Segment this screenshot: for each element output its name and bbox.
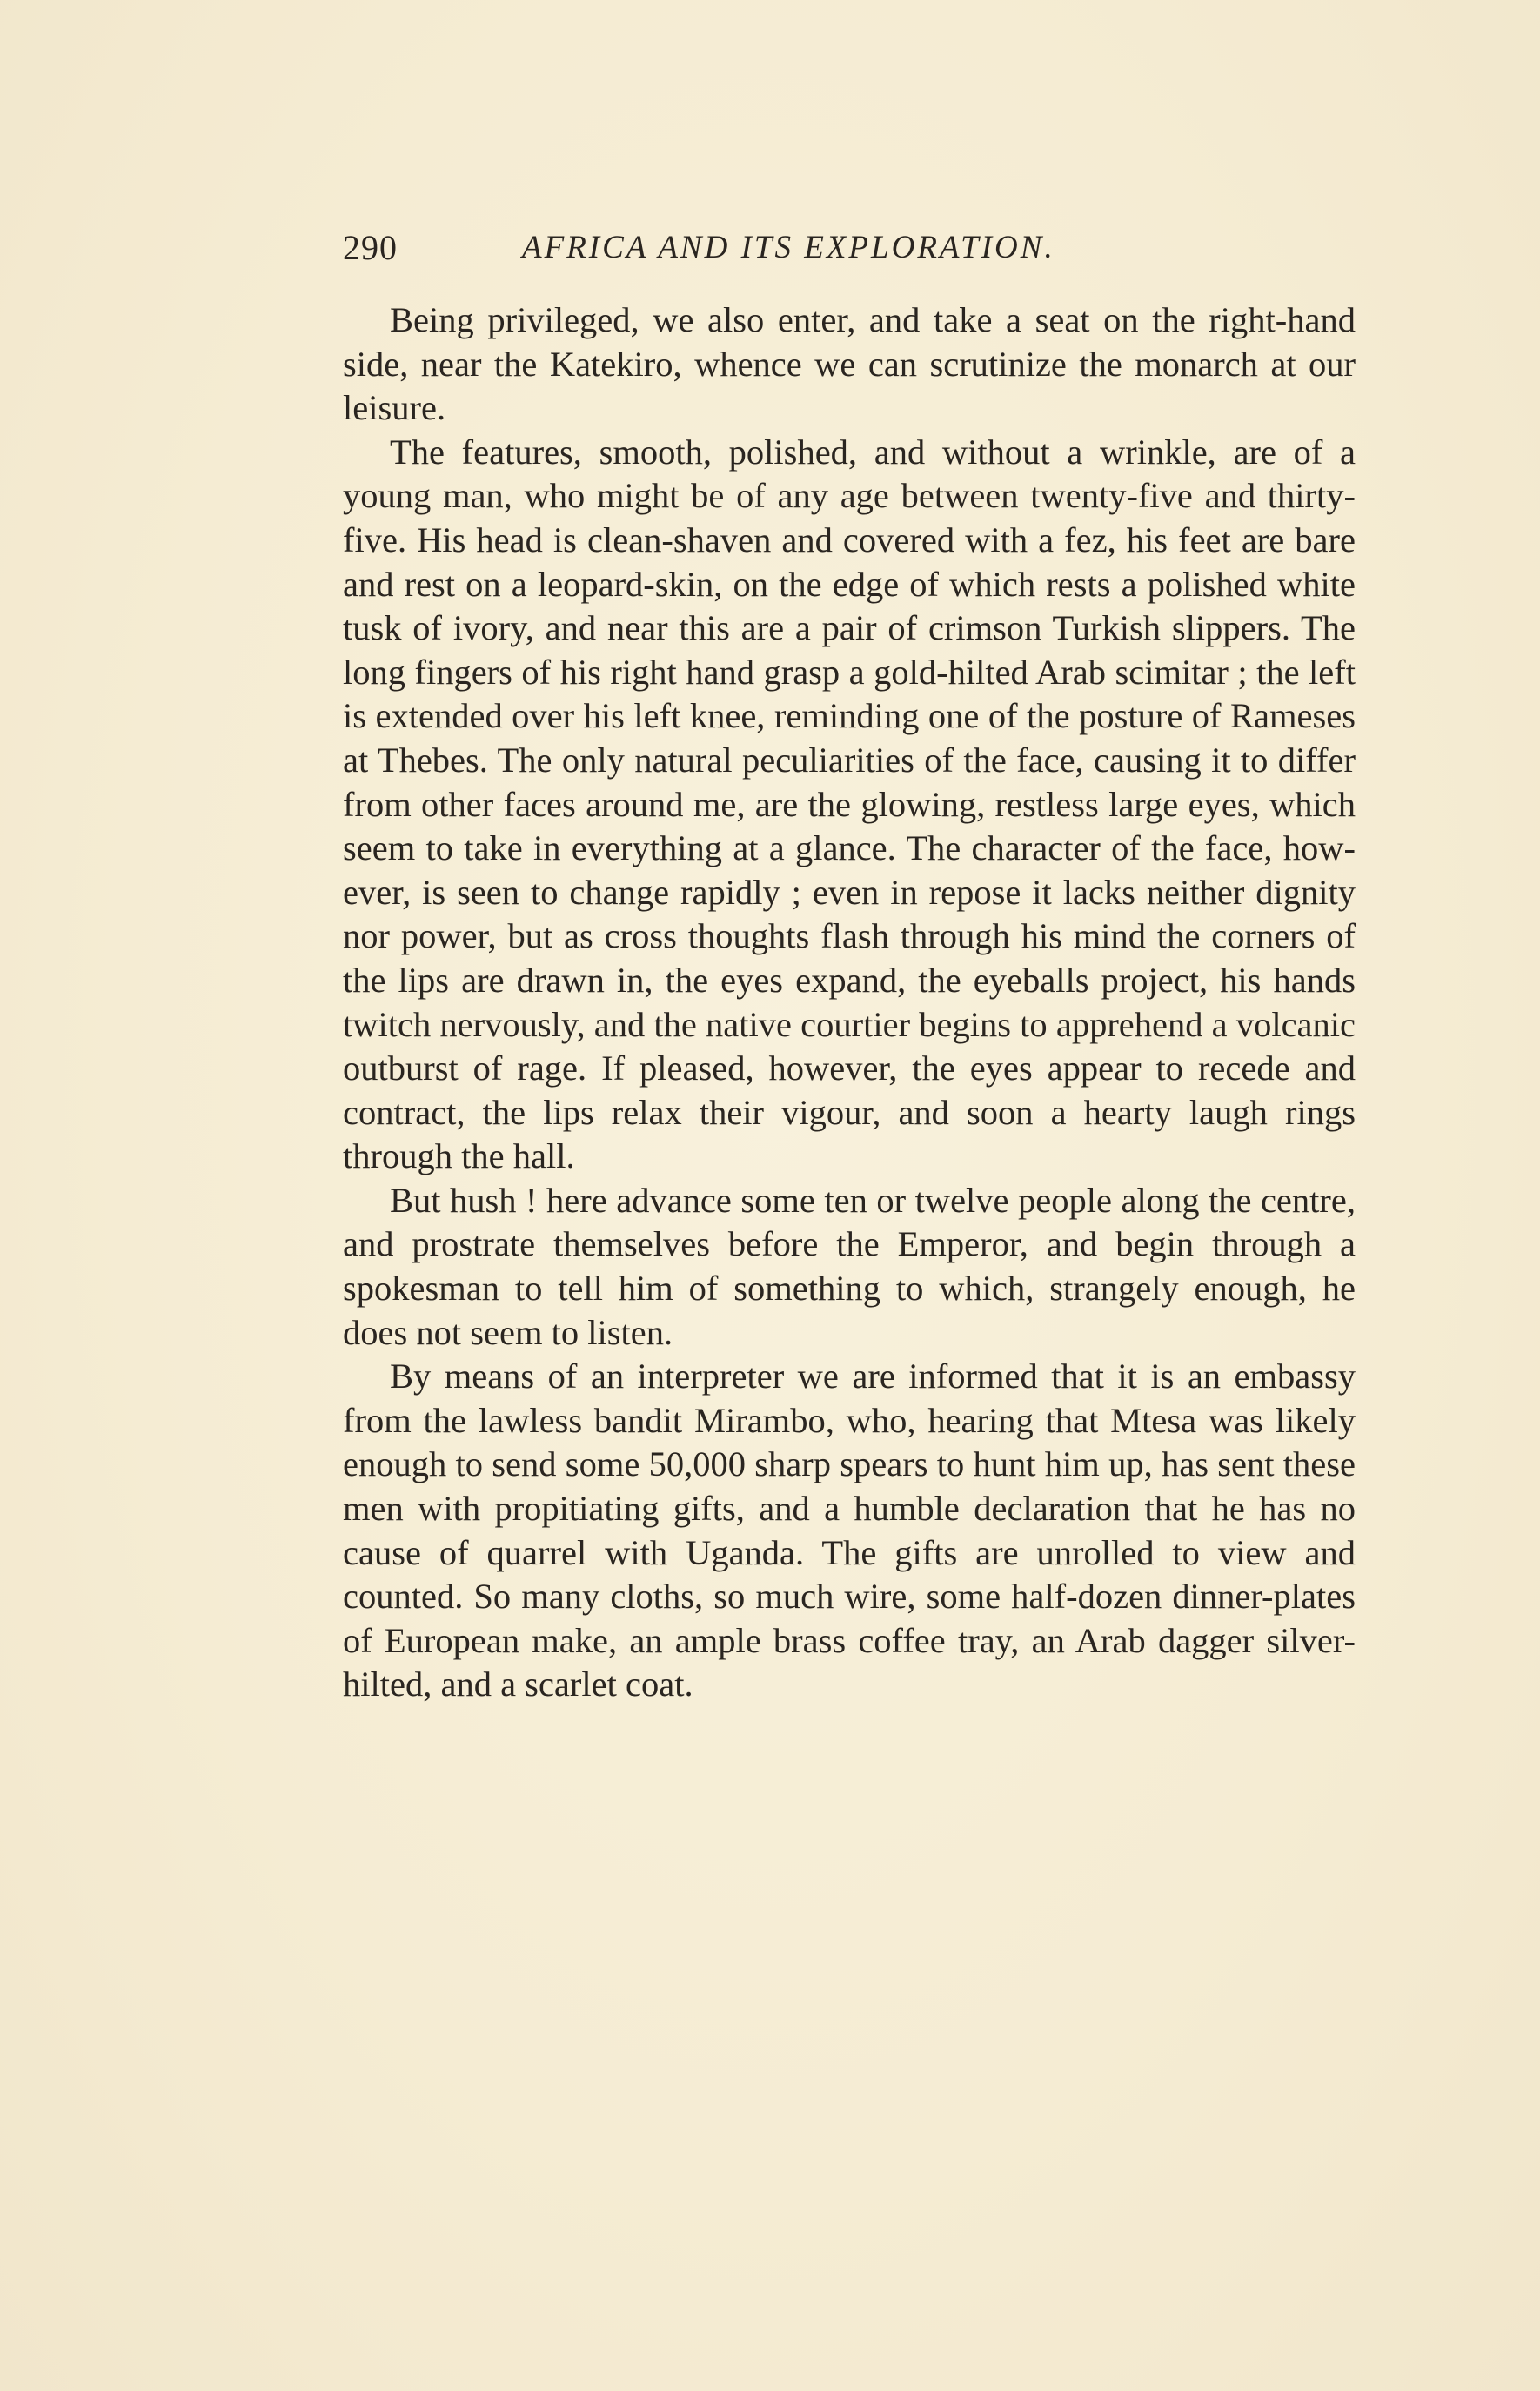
paragraph-4: By means of an interpreter we are informed that it is an embassy from the lawless bandit Mirambo, who, hearing that Mtesa was likely enough to send some 50,000 sharp spears to hunt him up, has sent these men with propitiating gifts, and a humble declaration that he has no cause of quarrel with Uganda. The gifts are unrolled to view and counted. So many cloths, so much wire, some half-dozen dinner-plates of European make, an ample brass coffee tray, an Arab dagger silver-hilted, and a scarlet coat.: [343, 1356, 1356, 1705]
paragraph-1: Being privileged, we also enter, and take a seat on the right-hand side, near the Katekiro, whence we can scrutinize the monarch at our leisure.: [343, 300, 1356, 428]
page-number: 290: [343, 228, 398, 267]
paragraph-2: The features, smooth, polished, and without a wrinkle, are of a young man, who might be of any age between twenty-five and thirty-five. His head is clean-shaven and covered with a fez, his feet are bare and rest on a leopard-skin, on the edge of which rests a polished white tusk of ivory, and near this are a pair of crimson Turkish slippers. The long fingers of his right hand grasp a gold-hilted Arab scimitar ; the left is extended over his left knee, reminding one of the posture of Rameses at Thebes. The only natural peculiarities of the face, causing it to differ from other faces around me, are the glowing, restless large eyes, which seem to take in everything at a glance. The character of the face, however, is seen to change rapidly ; even in repose it lacks neither dignity nor power, but as cross thoughts flash through his mind the corners of the lips are drawn in, the eyes expand, the eyeballs project, his hands twitch nervously, and the native courtier begins to apprehend a volcanic outburst of rage. If pleased, however, the eyes appear to recede and contract, the lips relax their vigour, and soon a hearty laugh rings through the hall.: [343, 432, 1356, 1176]
page-header: [343, 222, 1154, 274]
body-text: [343, 298, 1356, 1707]
running-title: AFRICA AND ITS EXPLORATION.: [522, 230, 1055, 265]
paragraph-3: But hush ! here advance some ten or twelve people along the centre, and prostrate themselves before the Emperor, and begin through a spokesman to tell him of something to which, strangely enough, he does not seem to listen.: [343, 1180, 1356, 1352]
